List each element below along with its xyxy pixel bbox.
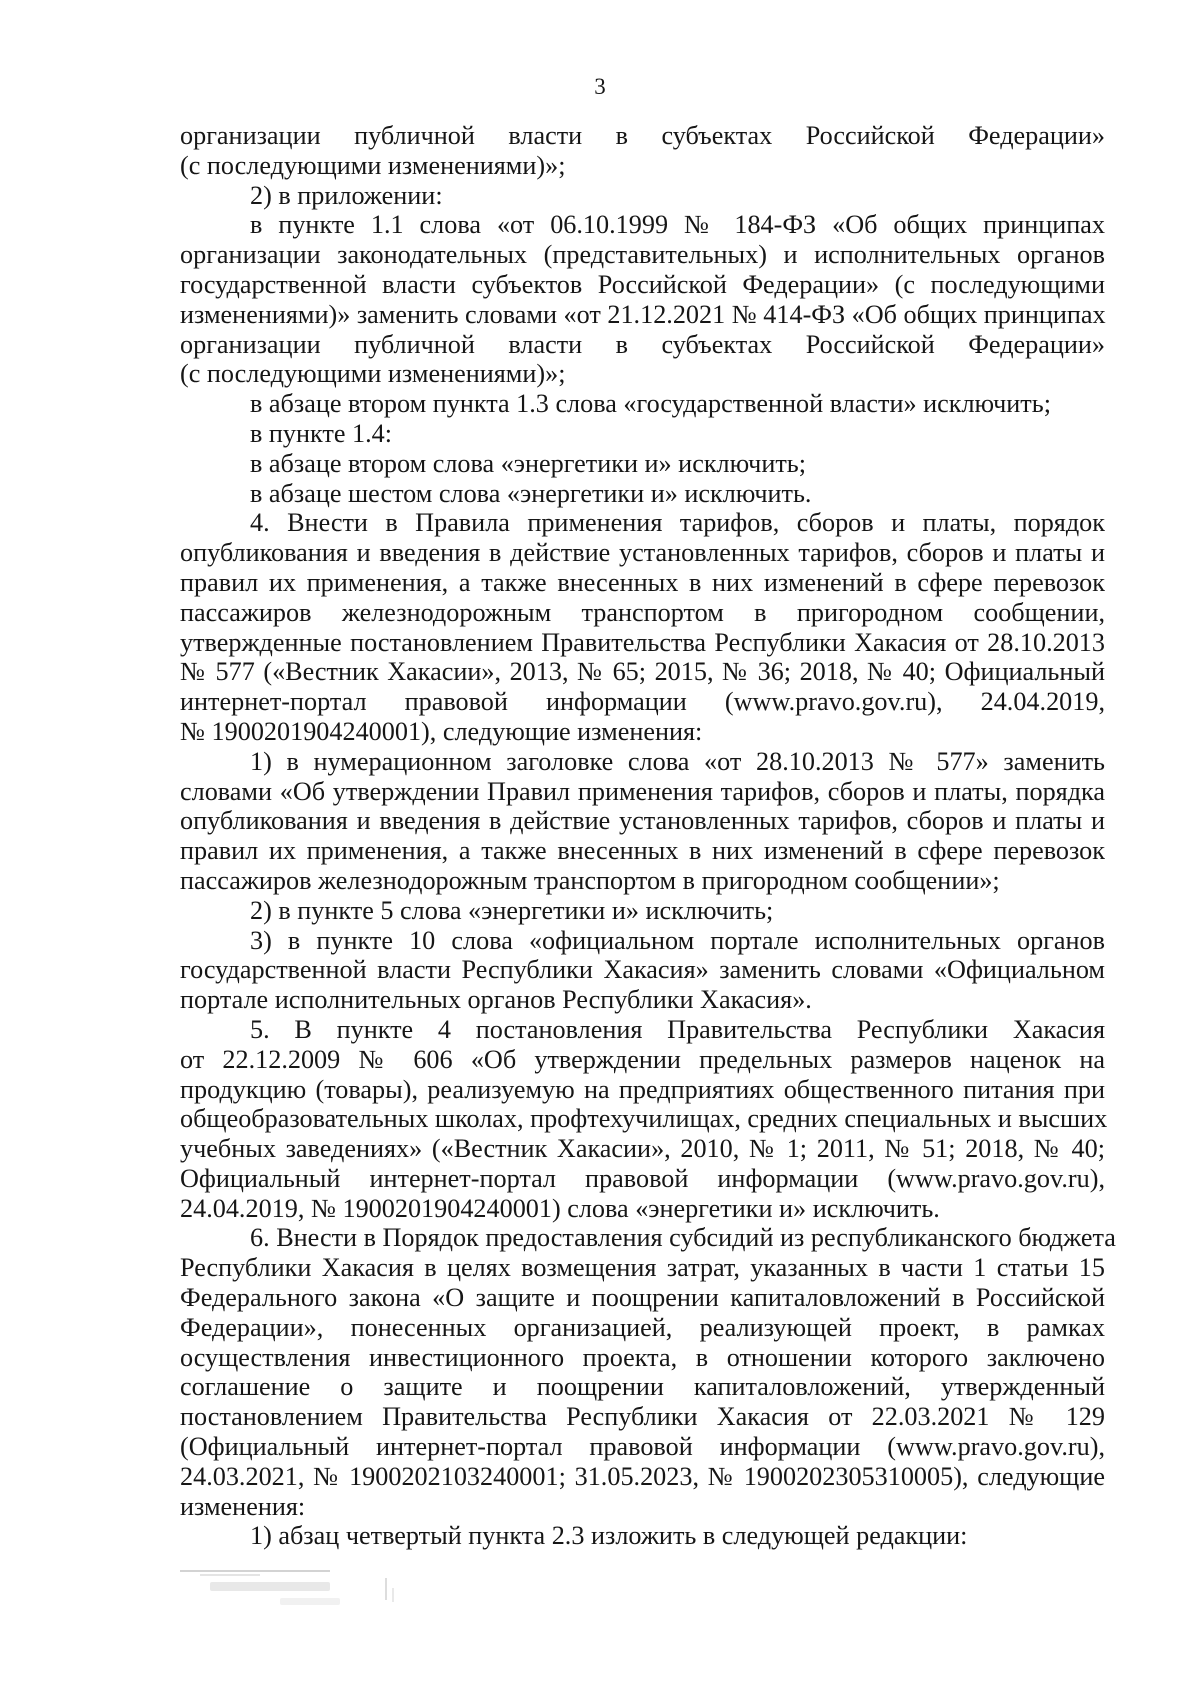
text-line: 5. В пункте 4 постановления Правительства Республики Хакасия [250,1014,1105,1044]
text-line: № 1900201904240001), следующие изменения: [180,716,703,746]
text-line: 3) в пункте 10 слова «официальном портале исполнительных органов [250,925,1105,955]
text-line: (с последующими изменениями)»; [180,359,566,389]
text-line: продукцию (товары), реализуемую на предприятиях общественного питания при [180,1074,1105,1104]
text-line: 2) в приложении: [250,180,443,210]
text-line: 4. Внести в Правила применения тарифов, сборов и платы, порядок [250,508,1105,538]
text-line: в пункте 1.4: [250,418,393,448]
paragraph [180,121,1105,181]
paragraph [180,1014,1108,1224]
text-line: учебных заведениях» («Вестник Хакасии», 2010, № 1; 2011, № 51; 2018, № 40; [180,1134,1105,1164]
text-line: портале исполнительных органов Республики Хакасия». [180,985,812,1015]
text-line: интернет-портал правовой информации (www.pravo.gov.ru), 24.04.2019, [180,687,1105,717]
paragraph [180,1521,1105,1551]
paragraph [180,419,1105,449]
text-line: в абзаце шестом слова «энергетики и» исключить. [250,478,812,508]
text-line: утвержденные постановлением Правительства Республики Хакасия от 28.10.2013 [180,627,1105,657]
text-line: Федерации», понесенных организацией, реализующей проект, в рамках [180,1312,1105,1342]
text-line: государственной власти субъектов Российской Федерации» (с последующими [180,269,1105,299]
paragraph [180,896,1105,926]
text-line: опубликования и введения в действие установленных тарифов, сборов и платы и [180,538,1105,568]
text-line: изменениями)» заменить словами «от 21.12.2021 № 414-ФЗ «Об общих принципах [180,299,1106,329]
faded-stamp-mark [180,1560,420,1620]
paragraph [180,181,1105,211]
text-line: 6. Внести в Порядок предоставления субсидий из республиканского бюджета [250,1223,1116,1253]
document-body [180,121,1116,1551]
text-line: в пункте 1.1 слова «от 06.10.1999 № 184-ФЗ «Об общих принципах [250,210,1105,240]
text-line: Федерального закона «О защите и поощрении капиталовложений в Российской [180,1283,1105,1313]
text-line: осуществления инвестиционного проекта, в отношении которого заключено [180,1342,1105,1372]
text-line: 2) в пункте 5 слова «энергетики и» исключить; [250,895,774,925]
paragraph [180,210,1105,389]
text-line: от 22.12.2009 № 606 «Об утверждении предельных размеров наценок на [180,1044,1105,1074]
paragraph [180,508,1105,746]
paragraph [180,1223,1116,1521]
text-line: организации публичной власти в субъектах Российской Федерации» [180,121,1105,150]
text-line: Официальный интернет-портал правовой информации (www.pravo.gov.ru), [180,1163,1105,1193]
text-line: общеобразовательных школах, профтехучилищах, средних специальных и высших [180,1104,1108,1134]
paragraph [180,926,1105,1015]
text-line: № 577 («Вестник Хакасии», 2013, № 65; 2015, № 36; 2018, № 40; Официальный [180,657,1105,687]
text-line: соглашение о защите и поощрении капиталовложений, утвержденный [180,1372,1105,1402]
text-line: пассажиров железнодорожным транспортом в пригородном сообщении, [180,597,1105,627]
text-line: организации публичной власти в субъектах Российской Федерации» [180,329,1105,359]
text-line: правил их применения, а также внесенных в них изменений в сфере перевозок [180,567,1105,597]
text-line: изменения: [180,1491,306,1521]
text-line: (Официальный интернет-портал правовой информации (www.pravo.gov.ru), [180,1432,1105,1462]
paragraph [180,449,1105,479]
page-number: 3 [594,74,606,99]
paragraph [180,479,1105,509]
text-line: правил их применения, а также внесенных в них изменений в сфере перевозок [180,836,1105,866]
text-line: 1) абзац четвертый пункта 2.3 изложить в следующей редакции: [250,1521,968,1551]
text-line: государственной власти Республики Хакасия» заменить словами «Официальном [180,955,1105,985]
text-line: словами «Об утверждении Правил применения тарифов, сборов и платы, порядка [180,776,1105,806]
text-line: организации законодательных (представительных) и исполнительных органов [180,240,1105,270]
text-line: (с последующими изменениями)»; [180,150,566,180]
text-line: 1) в нумерационном заголовке слова «от 28.10.2013 № 577» заменить [250,746,1105,776]
text-line: 24.04.2019, № 1900201904240001) слова «энергетики и» исключить. [180,1193,940,1223]
paragraph [180,747,1105,896]
text-line: 24.03.2021, № 1900202103240001; 31.05.2023, № 1900202305310005), следующие [180,1461,1105,1491]
paragraph [180,389,1105,419]
text-line: в абзаце втором пункта 1.3 слова «государственной власти» исключить; [250,389,1051,419]
text-line: в абзаце втором слова «энергетики и» исключить; [250,448,807,478]
text-line: пассажиров железнодорожным транспортом в пригородном сообщении»; [180,865,1000,895]
text-line: Республики Хакасия в целях возмещения затрат, указанных в части 1 статьи 15 [180,1253,1105,1283]
text-line: опубликования и введения в действие установленных тарифов, сборов и платы и [180,806,1105,836]
text-line: постановлением Правительства Республики Хакасия от 22.03.2021 № 129 [180,1402,1105,1432]
